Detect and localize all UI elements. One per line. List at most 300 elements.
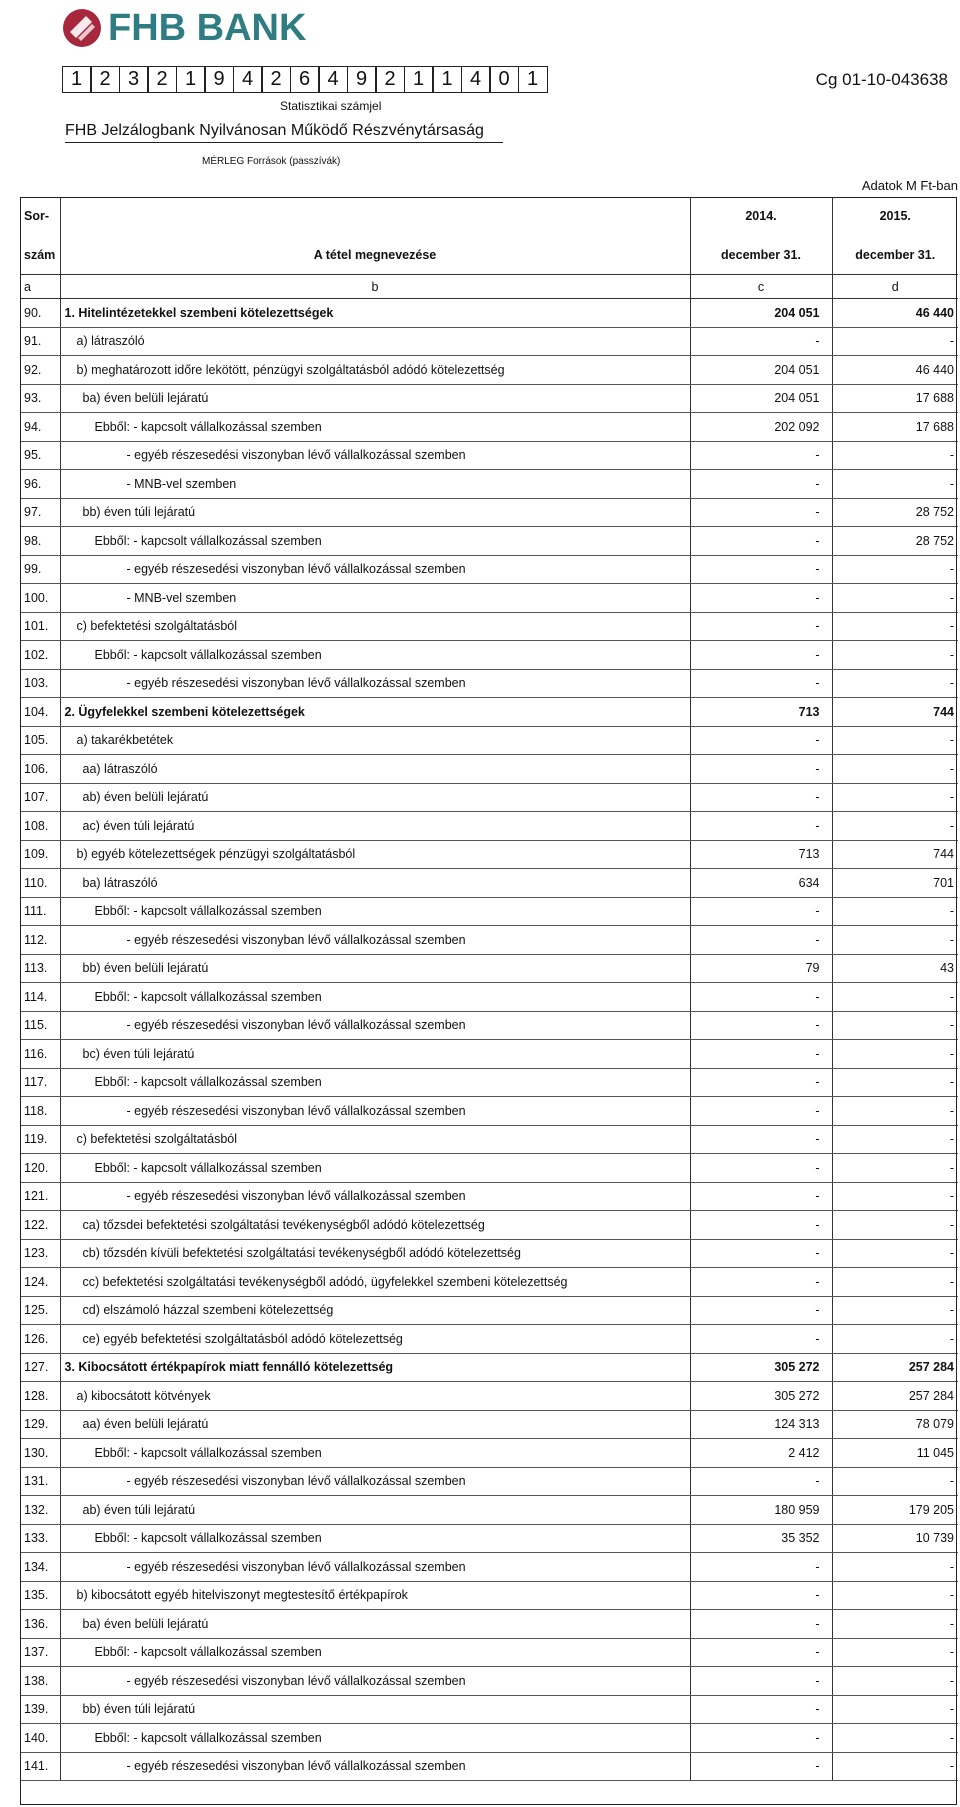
row-value-2015: - (832, 1040, 958, 1069)
table-header-row-1 (20, 197, 958, 235)
row-item-name: - egyéb részesedési viszonyban lévő vállalkozással szemben (60, 1097, 690, 1126)
row-item-name: c) befektetési szolgáltatásból (60, 612, 690, 641)
row-value-2015: - (832, 926, 958, 955)
row-value-2015: 744 (832, 840, 958, 869)
statistical-number-boxes (63, 66, 548, 93)
row-number: 134. (20, 1553, 60, 1582)
header-sor: Sor- (20, 197, 60, 235)
company-name: FHB Jelzálogbank Nyilvánosan Működő Részvénytársaság (65, 122, 503, 143)
stat-digit-box: 2 (147, 66, 177, 93)
stat-digit-box: 1 (176, 66, 206, 93)
row-number: 116. (20, 1040, 60, 1069)
table-row (20, 1097, 958, 1126)
row-number: 127. (20, 1353, 60, 1382)
row-value-2014: - (690, 641, 832, 670)
row-item-name: Ebből: - kapcsolt vállalkozással szemben (60, 1154, 690, 1183)
row-number: 138. (20, 1667, 60, 1696)
row-item-name: Ebből: - kapcsolt vállalkozással szemben (60, 413, 690, 442)
row-value-2014: - (690, 1182, 832, 1211)
row-number: 91. (20, 327, 60, 356)
row-value-2014: - (690, 1097, 832, 1126)
table-row (20, 897, 958, 926)
row-number: 99. (20, 555, 60, 584)
brand-name: FHB BANK (108, 7, 307, 49)
row-item-name: cc) befektetési szolgáltatási tevékenységből adódó, ügyfelekkel szembeni kötelezettség (60, 1268, 690, 1297)
row-number: 95. (20, 441, 60, 470)
row-item-name: Ebből: - kapcsolt vállalkozással szemben (60, 527, 690, 556)
row-number: 110. (20, 869, 60, 898)
row-value-2014: - (690, 1068, 832, 1097)
row-item-name: bb) éven túli lejáratú (60, 498, 690, 527)
row-number: 133. (20, 1524, 60, 1553)
row-number: 128. (20, 1382, 60, 1411)
table-row (20, 1467, 958, 1496)
fhb-logo-icon (62, 8, 102, 48)
table-row (20, 612, 958, 641)
row-number: 109. (20, 840, 60, 869)
table-row (20, 1040, 958, 1069)
row-value-2014: 634 (690, 869, 832, 898)
row-value-2014: 204 051 (690, 384, 832, 413)
row-value-2014: - (690, 327, 832, 356)
row-value-2014: - (690, 612, 832, 641)
row-value-2015: - (832, 1724, 958, 1753)
row-item-name: b) meghatározott időre lekötött, pénzügyi szolgáltatásból adódó kötelezettség (60, 356, 690, 385)
row-value-2014: - (690, 812, 832, 841)
row-item-name: aa) látraszóló (60, 755, 690, 784)
table-column-letters (20, 275, 958, 299)
row-value-2015: - (832, 812, 958, 841)
row-value-2015: 28 752 (832, 498, 958, 527)
row-value-2014: - (690, 1296, 832, 1325)
row-value-2014: - (690, 1239, 832, 1268)
row-number: 105. (20, 726, 60, 755)
stat-digit-box: 1 (518, 66, 548, 93)
table-row (20, 555, 958, 584)
column-letter-c: c (690, 275, 832, 299)
row-value-2015: - (832, 1068, 958, 1097)
row-value-2015: - (832, 1667, 958, 1696)
table-row (20, 812, 958, 841)
row-value-2014: - (690, 1638, 832, 1667)
row-item-name: ac) éven túli lejáratú (60, 812, 690, 841)
row-number: 104. (20, 698, 60, 727)
row-item-name: b) egyéb kötelezettségek pénzügyi szolgáltatásból (60, 840, 690, 869)
row-item-name: - egyéb részesedési viszonyban lévő vállalkozással szemben (60, 1752, 690, 1781)
row-number: 115. (20, 1011, 60, 1040)
row-value-2014: - (690, 1724, 832, 1753)
row-value-2014: - (690, 1211, 832, 1240)
row-item-name: - egyéb részesedési viszonyban lévő vállalkozással szemben (60, 555, 690, 584)
row-item-name: ba) éven belüli lejáratú (60, 384, 690, 413)
row-item-name: aa) éven belüli lejáratú (60, 1410, 690, 1439)
row-value-2014: - (690, 926, 832, 955)
table-row (20, 1211, 958, 1240)
table-row (20, 1382, 958, 1411)
table-row (20, 527, 958, 556)
table-row (20, 1724, 958, 1753)
row-number: 122. (20, 1211, 60, 1240)
table-row (20, 1410, 958, 1439)
row-value-2015: - (832, 1268, 958, 1297)
row-number: 132. (20, 1496, 60, 1525)
row-value-2015: - (832, 584, 958, 613)
row-value-2015: - (832, 1296, 958, 1325)
row-number: 125. (20, 1296, 60, 1325)
table-row (20, 1068, 958, 1097)
row-value-2014: - (690, 1325, 832, 1354)
header-year-2014: 2014. (690, 197, 832, 235)
row-value-2015: - (832, 470, 958, 499)
row-number: 93. (20, 384, 60, 413)
table-row (20, 356, 958, 385)
table-row (20, 726, 958, 755)
row-item-name: - egyéb részesedési viszonyban lévő vállalkozással szemben (60, 441, 690, 470)
row-number: 124. (20, 1268, 60, 1297)
row-value-2015: - (832, 555, 958, 584)
row-value-2014: - (690, 726, 832, 755)
row-number: 106. (20, 755, 60, 784)
table-row (20, 755, 958, 784)
row-value-2014: 204 051 (690, 299, 832, 328)
table-row (20, 384, 958, 413)
row-value-2014: - (690, 783, 832, 812)
brand-logo (62, 6, 306, 50)
table-row (20, 413, 958, 442)
table-row (20, 698, 958, 727)
row-item-name: ba) látraszóló (60, 869, 690, 898)
row-item-name: - MNB-vel szemben (60, 470, 690, 499)
row-value-2014: - (690, 1268, 832, 1297)
row-item-name: a) takarékbetétek (60, 726, 690, 755)
row-number: 129. (20, 1410, 60, 1439)
row-item-name: ca) tőzsdei befektetési szolgáltatási tevékenységből adódó kötelezettség (60, 1211, 690, 1240)
row-number: 126. (20, 1325, 60, 1354)
stat-digit-box: 2 (375, 66, 405, 93)
row-item-name: ce) egyéb befektetési szolgáltatásból adódó kötelezettség (60, 1325, 690, 1354)
row-value-2015: - (832, 1182, 958, 1211)
row-number: 96. (20, 470, 60, 499)
table-row (20, 1239, 958, 1268)
row-value-2015: - (832, 1239, 958, 1268)
row-value-2014: - (690, 584, 832, 613)
row-value-2014: - (690, 1667, 832, 1696)
row-number: 94. (20, 413, 60, 442)
table-row (20, 1125, 958, 1154)
row-value-2015: - (832, 897, 958, 926)
row-number: 92. (20, 356, 60, 385)
row-number: 97. (20, 498, 60, 527)
stat-digit-box: 4 (461, 66, 491, 93)
table-row (20, 1496, 958, 1525)
row-item-name: ab) éven túli lejáratú (60, 1496, 690, 1525)
stat-digit-box: 1 (404, 66, 434, 93)
table-row (20, 641, 958, 670)
row-item-name: Ebből: - kapcsolt vállalkozással szemben (60, 1724, 690, 1753)
row-value-2015: - (832, 1467, 958, 1496)
table-row (20, 1610, 958, 1639)
row-value-2015: - (832, 1638, 958, 1667)
row-value-2014: - (690, 1752, 832, 1781)
row-value-2014: - (690, 1040, 832, 1069)
row-value-2015: - (832, 1610, 958, 1639)
row-number: 118. (20, 1097, 60, 1126)
row-item-name: cb) tőzsdén kívüli befektetési szolgáltatási tevékenységből adódó kötelezettség (60, 1239, 690, 1268)
table-row (20, 926, 958, 955)
row-value-2015: - (832, 1695, 958, 1724)
row-value-2015: 10 739 (832, 1524, 958, 1553)
table-row (20, 1553, 958, 1582)
table-row (20, 1439, 958, 1468)
stat-digit-box: 4 (233, 66, 263, 93)
row-number: 114. (20, 983, 60, 1012)
stat-digit-box: 4 (318, 66, 348, 93)
row-number: 111. (20, 897, 60, 926)
row-value-2015: 46 440 (832, 299, 958, 328)
row-number: 113. (20, 954, 60, 983)
table-row (20, 470, 958, 499)
row-value-2014: 204 051 (690, 356, 832, 385)
row-value-2015: 28 752 (832, 527, 958, 556)
row-value-2015: - (832, 755, 958, 784)
row-value-2014: - (690, 555, 832, 584)
row-number: 120. (20, 1154, 60, 1183)
column-letter-b: b (60, 275, 690, 299)
row-item-name: - egyéb részesedési viszonyban lévő vállalkozással szemben (60, 1553, 690, 1582)
row-value-2015: - (832, 327, 958, 356)
row-item-name: Ebből: - kapcsolt vállalkozással szemben (60, 1068, 690, 1097)
row-value-2015: 744 (832, 698, 958, 727)
row-value-2014: - (690, 755, 832, 784)
table-row (20, 1182, 958, 1211)
table-row (20, 1695, 958, 1724)
row-number: 108. (20, 812, 60, 841)
table-row (20, 1752, 958, 1781)
row-value-2014: 305 272 (690, 1353, 832, 1382)
column-letter-d: d (832, 275, 958, 299)
row-value-2015: - (832, 1553, 958, 1582)
row-item-name: a) kibocsátott kötvények (60, 1382, 690, 1411)
row-number: 112. (20, 926, 60, 955)
table-row (20, 1581, 958, 1610)
row-value-2014: - (690, 1467, 832, 1496)
table-row (20, 1325, 958, 1354)
row-value-2015: - (832, 641, 958, 670)
row-number: 98. (20, 527, 60, 556)
table-row (20, 1296, 958, 1325)
row-item-name: bb) éven belüli lejáratú (60, 954, 690, 983)
table-row (20, 983, 958, 1012)
row-item-name: Ebből: - kapcsolt vállalkozással szemben (60, 1524, 690, 1553)
stat-digit-box: 9 (204, 66, 234, 93)
row-value-2015: - (832, 1011, 958, 1040)
row-value-2015: 17 688 (832, 384, 958, 413)
row-value-2014: 202 092 (690, 413, 832, 442)
row-number: 102. (20, 641, 60, 670)
row-item-name: ab) éven belüli lejáratú (60, 783, 690, 812)
table-row (20, 840, 958, 869)
header-year-2015: 2015. (879, 209, 911, 223)
row-value-2014: 713 (690, 840, 832, 869)
row-value-2014: - (690, 527, 832, 556)
unit-note: Adatok M Ft-ban (861, 178, 958, 193)
row-value-2015: 11 045 (832, 1439, 958, 1468)
header-date-2015: december 31. (832, 235, 958, 275)
row-number: 121. (20, 1182, 60, 1211)
table-row (20, 299, 958, 328)
row-item-name: Ebből: - kapcsolt vállalkozással szemben (60, 983, 690, 1012)
company-registration-number: Cg 01-10-043638 (815, 70, 948, 89)
row-item-name: a) látraszóló (60, 327, 690, 356)
table-row (20, 1011, 958, 1040)
row-value-2014: 180 959 (690, 1496, 832, 1525)
row-number: 135. (20, 1581, 60, 1610)
row-number: 107. (20, 783, 60, 812)
row-value-2015: 257 284 (832, 1353, 958, 1382)
row-item-name: - egyéb részesedési viszonyban lévő vállalkozással szemben (60, 1467, 690, 1496)
row-value-2015: - (832, 1581, 958, 1610)
row-number: 131. (20, 1467, 60, 1496)
row-value-2015: - (832, 983, 958, 1012)
stat-digit-box: 3 (119, 66, 149, 93)
row-item-name: - egyéb részesedési viszonyban lévő vállalkozással szemben (60, 926, 690, 955)
table-row (20, 669, 958, 698)
table-row (20, 1667, 958, 1696)
row-value-2015: - (832, 669, 958, 698)
row-value-2014: 35 352 (690, 1524, 832, 1553)
row-number: 101. (20, 612, 60, 641)
row-number: 100. (20, 584, 60, 613)
row-item-name: Ebből: - kapcsolt vállalkozással szemben (60, 641, 690, 670)
row-item-name: Ebből: - kapcsolt vállalkozással szemben (60, 1638, 690, 1667)
table-row (20, 1154, 958, 1183)
column-letter-a: a (20, 275, 60, 299)
row-value-2014: - (690, 897, 832, 926)
report-subtitle: MÉRLEG Források (passzívák) (202, 156, 341, 167)
stat-digit-box: 2 (90, 66, 120, 93)
stat-digit-box: 6 (290, 66, 320, 93)
statistical-number-label: Statisztikai számjel (280, 99, 382, 113)
row-value-2015: 46 440 (832, 356, 958, 385)
row-item-name: - egyéb részesedési viszonyban lévő vállalkozással szemben (60, 1011, 690, 1040)
row-value-2014: - (690, 1125, 832, 1154)
row-number: 123. (20, 1239, 60, 1268)
row-item-name: Ebből: - kapcsolt vállalkozással szemben (60, 1439, 690, 1468)
row-item-name: 3. Kibocsátott értékpapírok miatt fennálló kötelezettség (60, 1353, 690, 1382)
row-item-name: Ebből: - kapcsolt vállalkozással szemben (60, 897, 690, 926)
row-item-name: - egyéb részesedési viszonyban lévő vállalkozással szemben (60, 1667, 690, 1696)
row-value-2015: - (832, 1154, 958, 1183)
row-value-2015: - (832, 1125, 958, 1154)
row-number: 137. (20, 1638, 60, 1667)
row-item-name: 2. Ügyfelekkel szembeni kötelezettségek (60, 698, 690, 727)
row-item-name: - egyéb részesedési viszonyban lévő vállalkozással szemben (60, 1182, 690, 1211)
row-value-2014: - (690, 1581, 832, 1610)
table-row (20, 584, 958, 613)
stat-digit-box: 1 (62, 66, 92, 93)
row-number: 130. (20, 1439, 60, 1468)
row-value-2014: - (690, 669, 832, 698)
row-item-name: bc) éven túli lejáratú (60, 1040, 690, 1069)
table-header-row-2 (20, 235, 958, 275)
row-number: 119. (20, 1125, 60, 1154)
row-value-2015: - (832, 783, 958, 812)
row-item-name: c) befektetési szolgáltatásból (60, 1125, 690, 1154)
row-value-2014: 124 313 (690, 1410, 832, 1439)
row-value-2014: - (690, 1553, 832, 1582)
row-item-name: - egyéb részesedési viszonyban lévő vállalkozással szemben (60, 669, 690, 698)
row-value-2014: - (690, 1610, 832, 1639)
row-number: 139. (20, 1695, 60, 1724)
row-value-2015: 17 688 (832, 413, 958, 442)
header-item-name: A tétel megnevezése (60, 235, 690, 275)
row-number: 141. (20, 1752, 60, 1781)
table-row (20, 954, 958, 983)
row-value-2015: - (832, 1325, 958, 1354)
row-number: 140. (20, 1724, 60, 1753)
row-value-2014: 713 (690, 698, 832, 727)
row-number: 136. (20, 1610, 60, 1639)
row-value-2014: - (690, 470, 832, 499)
stat-digit-box: 1 (432, 66, 462, 93)
row-value-2014: 305 272 (690, 1382, 832, 1411)
row-item-name: cd) elszámoló házzal szembeni kötelezettség (60, 1296, 690, 1325)
row-value-2014: - (690, 983, 832, 1012)
balance-sheet-table (20, 197, 958, 1781)
row-number: 117. (20, 1068, 60, 1097)
header-date-2014: december 31. (690, 235, 832, 275)
row-item-name: - MNB-vel szemben (60, 584, 690, 613)
header-szam: szám (20, 235, 60, 275)
table-row (20, 441, 958, 470)
row-value-2014: 79 (690, 954, 832, 983)
row-value-2015: 179 205 (832, 1496, 958, 1525)
row-item-name: ba) éven belüli lejáratú (60, 1610, 690, 1639)
row-value-2015: - (832, 726, 958, 755)
row-value-2015: - (832, 1211, 958, 1240)
row-value-2015: - (832, 612, 958, 641)
table-row (20, 869, 958, 898)
row-number: 90. (20, 299, 60, 328)
row-value-2014: - (690, 1154, 832, 1183)
row-item-name: bb) éven túli lejáratú (60, 1695, 690, 1724)
table-row (20, 1638, 958, 1667)
table-row (20, 783, 958, 812)
row-value-2015: 257 284 (832, 1382, 958, 1411)
stat-digit-box: 9 (347, 66, 377, 93)
row-value-2014: - (690, 498, 832, 527)
row-item-name: b) kibocsátott egyéb hitelviszonyt megtestesítő értékpapírok (60, 1581, 690, 1610)
row-value-2015: 43 (832, 954, 958, 983)
row-value-2014: - (690, 441, 832, 470)
row-value-2014: - (690, 1011, 832, 1040)
table-row (20, 1524, 958, 1553)
row-value-2015: - (832, 1752, 958, 1781)
table-row (20, 498, 958, 527)
table-row (20, 1268, 958, 1297)
table-row (20, 1353, 958, 1382)
row-value-2015: - (832, 441, 958, 470)
row-value-2015: - (832, 1097, 958, 1126)
stat-digit-box: 0 (489, 66, 519, 93)
row-value-2014: - (690, 1695, 832, 1724)
row-item-name: 1. Hitelintézetekkel szembeni kötelezettségek (60, 299, 690, 328)
row-value-2015: 701 (832, 869, 958, 898)
table-row (20, 327, 958, 356)
row-number: 103. (20, 669, 60, 698)
row-value-2014: 2 412 (690, 1439, 832, 1468)
row-value-2015: 78 079 (832, 1410, 958, 1439)
